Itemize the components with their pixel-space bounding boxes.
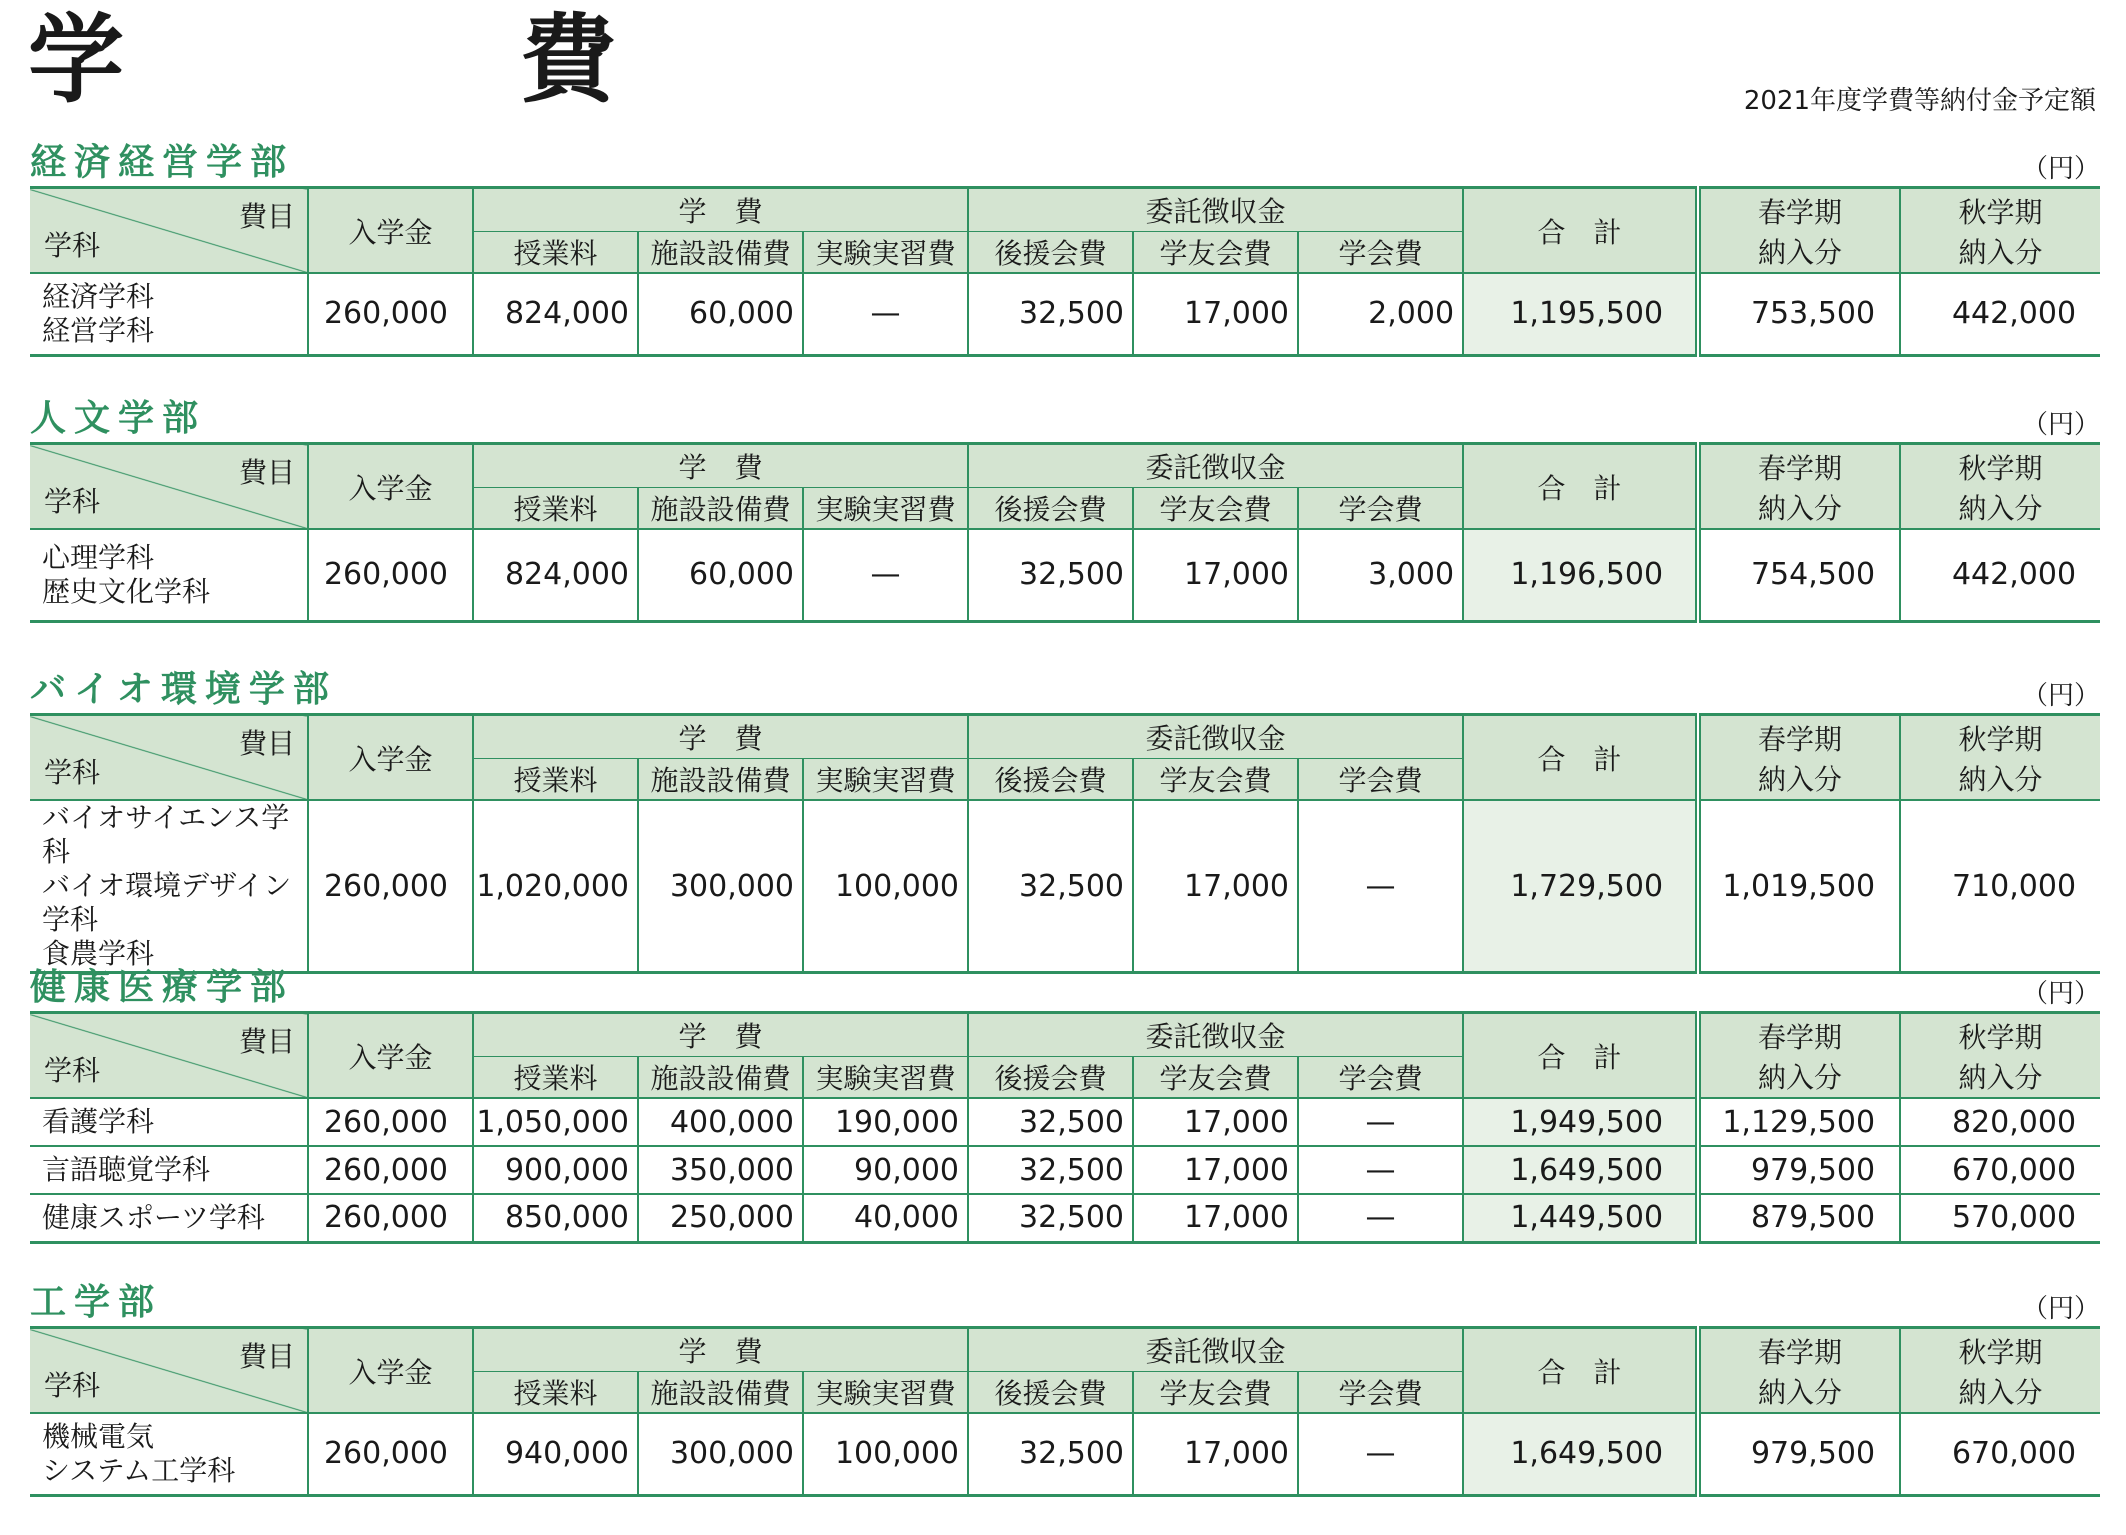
cell-support: 32,500: [968, 1098, 1133, 1146]
dept-section: [30, 965, 2100, 1244]
cell-spring: 979,500: [1698, 1146, 1900, 1194]
dept-title: 経済経営学部: [30, 142, 295, 183]
header-autumn: 秋学期 納入分: [1900, 1013, 2100, 1099]
cell-autumn: 570,000: [1900, 1194, 2100, 1242]
cell-autumn: 670,000: [1900, 1413, 2100, 1495]
dept-section: [30, 1280, 2100, 1497]
fee-table: [30, 1011, 2100, 1244]
cell-lab: 40,000: [803, 1194, 968, 1242]
table-row: [30, 273, 2100, 355]
header-facility: 施設設備費: [638, 759, 803, 801]
header-tuition-group: 学 費: [473, 715, 968, 759]
cell-autumn: 442,000: [1900, 529, 2100, 621]
cell-total: 1,649,500: [1463, 1413, 1698, 1495]
header-autumn: 秋学期 納入分: [1900, 444, 2100, 530]
cell-alumni: 17,000: [1133, 273, 1298, 355]
cell-support: 32,500: [968, 529, 1133, 621]
header-commission-group: 委託徴収金: [968, 444, 1463, 488]
header-commission-group: 委託徴収金: [968, 1328, 1463, 1372]
fee-table: [30, 442, 2100, 623]
fee-item-label: 費目: [238, 1025, 295, 1058]
cell-lab: —: [803, 273, 968, 355]
header-spring: 春学期 納入分: [1698, 1328, 1900, 1414]
header-support: 後援会費: [968, 232, 1133, 274]
header-tuition-group: 学 費: [473, 444, 968, 488]
header-lab: 実験実習費: [803, 232, 968, 274]
cell-autumn: 820,000: [1900, 1098, 2100, 1146]
cell-lab: 100,000: [803, 800, 968, 973]
cell-tuition: 1,050,000: [473, 1098, 638, 1146]
header-spring: 春学期 納入分: [1698, 444, 1900, 530]
header-society: 学会費: [1298, 488, 1463, 530]
diagonal-header-cell: [30, 1328, 308, 1414]
cell-spring: 754,500: [1698, 529, 1900, 621]
header-spring: 春学期 納入分: [1698, 188, 1900, 274]
header-commission-group: 委託徴収金: [968, 188, 1463, 232]
cell-facility: 300,000: [638, 1413, 803, 1495]
department-name: 経済学科 経営学科: [30, 273, 308, 355]
cell-society: —: [1298, 800, 1463, 973]
department-name: 健康スポーツ学科: [30, 1194, 308, 1242]
header-admission: 入学金: [308, 444, 473, 530]
header-commission-group: 委託徴収金: [968, 1013, 1463, 1057]
cell-spring: 1,129,500: [1698, 1098, 1900, 1146]
fee-item-label: 費目: [238, 727, 295, 760]
header-tuition: 授業料: [473, 759, 638, 801]
diagonal-header-cell: [30, 188, 308, 274]
header-tuition-group: 学 費: [473, 1013, 968, 1057]
cell-alumni: 17,000: [1133, 1098, 1298, 1146]
cell-tuition: 940,000: [473, 1413, 638, 1495]
header-support: 後援会費: [968, 1372, 1133, 1414]
diagonal-header-cell: [30, 715, 308, 801]
cell-lab: —: [803, 529, 968, 621]
unit-label: （円）: [2021, 681, 2100, 711]
header-admission: 入学金: [308, 1328, 473, 1414]
unit-label: （円）: [2021, 154, 2100, 184]
header-total: 合 計: [1463, 188, 1698, 274]
header-tuition: 授業料: [473, 1372, 638, 1414]
cell-society: 3,000: [1298, 529, 1463, 621]
cell-tuition: 824,000: [473, 529, 638, 621]
header-alumni: 学友会費: [1133, 488, 1298, 530]
cell-alumni: 17,000: [1133, 1413, 1298, 1495]
header-total: 合 計: [1463, 715, 1698, 801]
table-row: [30, 1098, 2100, 1146]
department-name: 機械電気 システム工学科: [30, 1413, 308, 1495]
cell-admission: 260,000: [308, 529, 473, 621]
header-total: 合 計: [1463, 444, 1698, 530]
header-lab: 実験実習費: [803, 759, 968, 801]
page-title: 学 費: [28, 4, 766, 116]
department-label: 学科: [44, 485, 101, 518]
cell-total: 1,196,500: [1463, 529, 1698, 621]
unit-label: （円）: [2021, 1294, 2100, 1324]
cell-admission: 260,000: [308, 1146, 473, 1194]
header-society: 学会費: [1298, 759, 1463, 801]
header-support: 後援会費: [968, 759, 1133, 801]
header-spring: 春学期 納入分: [1698, 1013, 1900, 1099]
dept-section: [30, 140, 2100, 357]
header-admission: 入学金: [308, 1013, 473, 1099]
cell-support: 32,500: [968, 273, 1133, 355]
cell-admission: 260,000: [308, 273, 473, 355]
header-lab: 実験実習費: [803, 488, 968, 530]
cell-total: 1,449,500: [1463, 1194, 1698, 1242]
table-row: [30, 529, 2100, 621]
header-total: 合 計: [1463, 1328, 1698, 1414]
cell-autumn: 442,000: [1900, 273, 2100, 355]
diagonal-header-cell: [30, 444, 308, 530]
cell-admission: 260,000: [308, 1413, 473, 1495]
header-facility: 施設設備費: [638, 488, 803, 530]
cell-total: 1,949,500: [1463, 1098, 1698, 1146]
fee-item-label: 費目: [238, 456, 295, 489]
cell-total: 1,649,500: [1463, 1146, 1698, 1194]
header-society: 学会費: [1298, 1057, 1463, 1099]
department-label: 学科: [44, 229, 101, 262]
cell-facility: 250,000: [638, 1194, 803, 1242]
cell-spring: 879,500: [1698, 1194, 1900, 1242]
cell-tuition: 1,020,000: [473, 800, 638, 973]
cell-lab: 190,000: [803, 1098, 968, 1146]
cell-autumn: 670,000: [1900, 1146, 2100, 1194]
cell-alumni: 17,000: [1133, 529, 1298, 621]
header-admission: 入学金: [308, 188, 473, 274]
cell-facility: 60,000: [638, 529, 803, 621]
header-autumn: 秋学期 納入分: [1900, 188, 2100, 274]
cell-facility: 60,000: [638, 273, 803, 355]
header-alumni: 学友会費: [1133, 759, 1298, 801]
cell-total: 1,195,500: [1463, 273, 1698, 355]
cell-tuition: 824,000: [473, 273, 638, 355]
department-label: 学科: [44, 1054, 101, 1087]
header-society: 学会費: [1298, 1372, 1463, 1414]
header-admission: 入学金: [308, 715, 473, 801]
header-alumni: 学友会費: [1133, 232, 1298, 274]
fee-item-label: 費目: [238, 200, 295, 233]
header-facility: 施設設備費: [638, 1057, 803, 1099]
header-tuition-group: 学 費: [473, 1328, 968, 1372]
header-alumni: 学友会費: [1133, 1372, 1298, 1414]
header-lab: 実験実習費: [803, 1372, 968, 1414]
diagonal-header-cell: [30, 1013, 308, 1099]
cell-admission: 260,000: [308, 800, 473, 973]
cell-society: 2,000: [1298, 273, 1463, 355]
department-name: 心理学科 歴史文化学科: [30, 529, 308, 621]
department-name: 言語聴覚学科: [30, 1146, 308, 1194]
dept-title: 人文学部: [30, 398, 207, 439]
page-subtitle: 2021年度学費等納付金予定額: [1743, 86, 2096, 116]
header-alumni: 学友会費: [1133, 1057, 1298, 1099]
department-name: バイオサイエンス学科 バイオ環境デザイン学科 食農学科: [30, 800, 308, 973]
cell-tuition: 850,000: [473, 1194, 638, 1242]
fee-table: [30, 1326, 2100, 1497]
dept-section: [30, 667, 2100, 974]
cell-admission: 260,000: [308, 1194, 473, 1242]
cell-society: —: [1298, 1098, 1463, 1146]
cell-alumni: 17,000: [1133, 800, 1298, 973]
header-society: 学会費: [1298, 232, 1463, 274]
header-tuition: 授業料: [473, 488, 638, 530]
cell-lab: 100,000: [803, 1413, 968, 1495]
table-row: [30, 1146, 2100, 1194]
cell-facility: 400,000: [638, 1098, 803, 1146]
header-autumn: 秋学期 納入分: [1900, 715, 2100, 801]
dept-title: 工学部: [30, 1282, 163, 1323]
cell-alumni: 17,000: [1133, 1146, 1298, 1194]
fee-table: [30, 713, 2100, 974]
dept-title: 健康医療学部: [30, 967, 295, 1008]
cell-spring: 1,019,500: [1698, 800, 1900, 973]
header-tuition: 授業料: [473, 232, 638, 274]
cell-support: 32,500: [968, 1146, 1133, 1194]
header-commission-group: 委託徴収金: [968, 715, 1463, 759]
header-support: 後援会費: [968, 1057, 1133, 1099]
table-row: [30, 1194, 2100, 1242]
cell-alumni: 17,000: [1133, 1194, 1298, 1242]
cell-tuition: 900,000: [473, 1146, 638, 1194]
fee-item-label: 費目: [238, 1340, 295, 1373]
header-tuition: 授業料: [473, 1057, 638, 1099]
table-row: [30, 800, 2100, 973]
header-autumn: 秋学期 納入分: [1900, 1328, 2100, 1414]
dept-section: [30, 396, 2100, 623]
header-total: 合 計: [1463, 1013, 1698, 1099]
cell-total: 1,729,500: [1463, 800, 1698, 973]
cell-support: 32,500: [968, 1194, 1133, 1242]
cell-support: 32,500: [968, 800, 1133, 973]
unit-label: （円）: [2021, 979, 2100, 1009]
header-facility: 施設設備費: [638, 232, 803, 274]
header-spring: 春学期 納入分: [1698, 715, 1900, 801]
header-lab: 実験実習費: [803, 1057, 968, 1099]
cell-autumn: 710,000: [1900, 800, 2100, 973]
cell-admission: 260,000: [308, 1098, 473, 1146]
dept-title: バイオ環境学部: [30, 669, 337, 710]
department-name: 看護学科: [30, 1098, 308, 1146]
cell-support: 32,500: [968, 1413, 1133, 1495]
cell-facility: 300,000: [638, 800, 803, 973]
cell-spring: 979,500: [1698, 1413, 1900, 1495]
header-tuition-group: 学 費: [473, 188, 968, 232]
cell-facility: 350,000: [638, 1146, 803, 1194]
cell-lab: 90,000: [803, 1146, 968, 1194]
cell-society: —: [1298, 1413, 1463, 1495]
cell-society: —: [1298, 1146, 1463, 1194]
department-label: 学科: [44, 1369, 101, 1402]
unit-label: （円）: [2021, 410, 2100, 440]
table-row: [30, 1413, 2100, 1495]
department-label: 学科: [44, 756, 101, 789]
header-support: 後援会費: [968, 488, 1133, 530]
fee-table: [30, 186, 2100, 357]
header-facility: 施設設備費: [638, 1372, 803, 1414]
cell-society: —: [1298, 1194, 1463, 1242]
cell-spring: 753,500: [1698, 273, 1900, 355]
